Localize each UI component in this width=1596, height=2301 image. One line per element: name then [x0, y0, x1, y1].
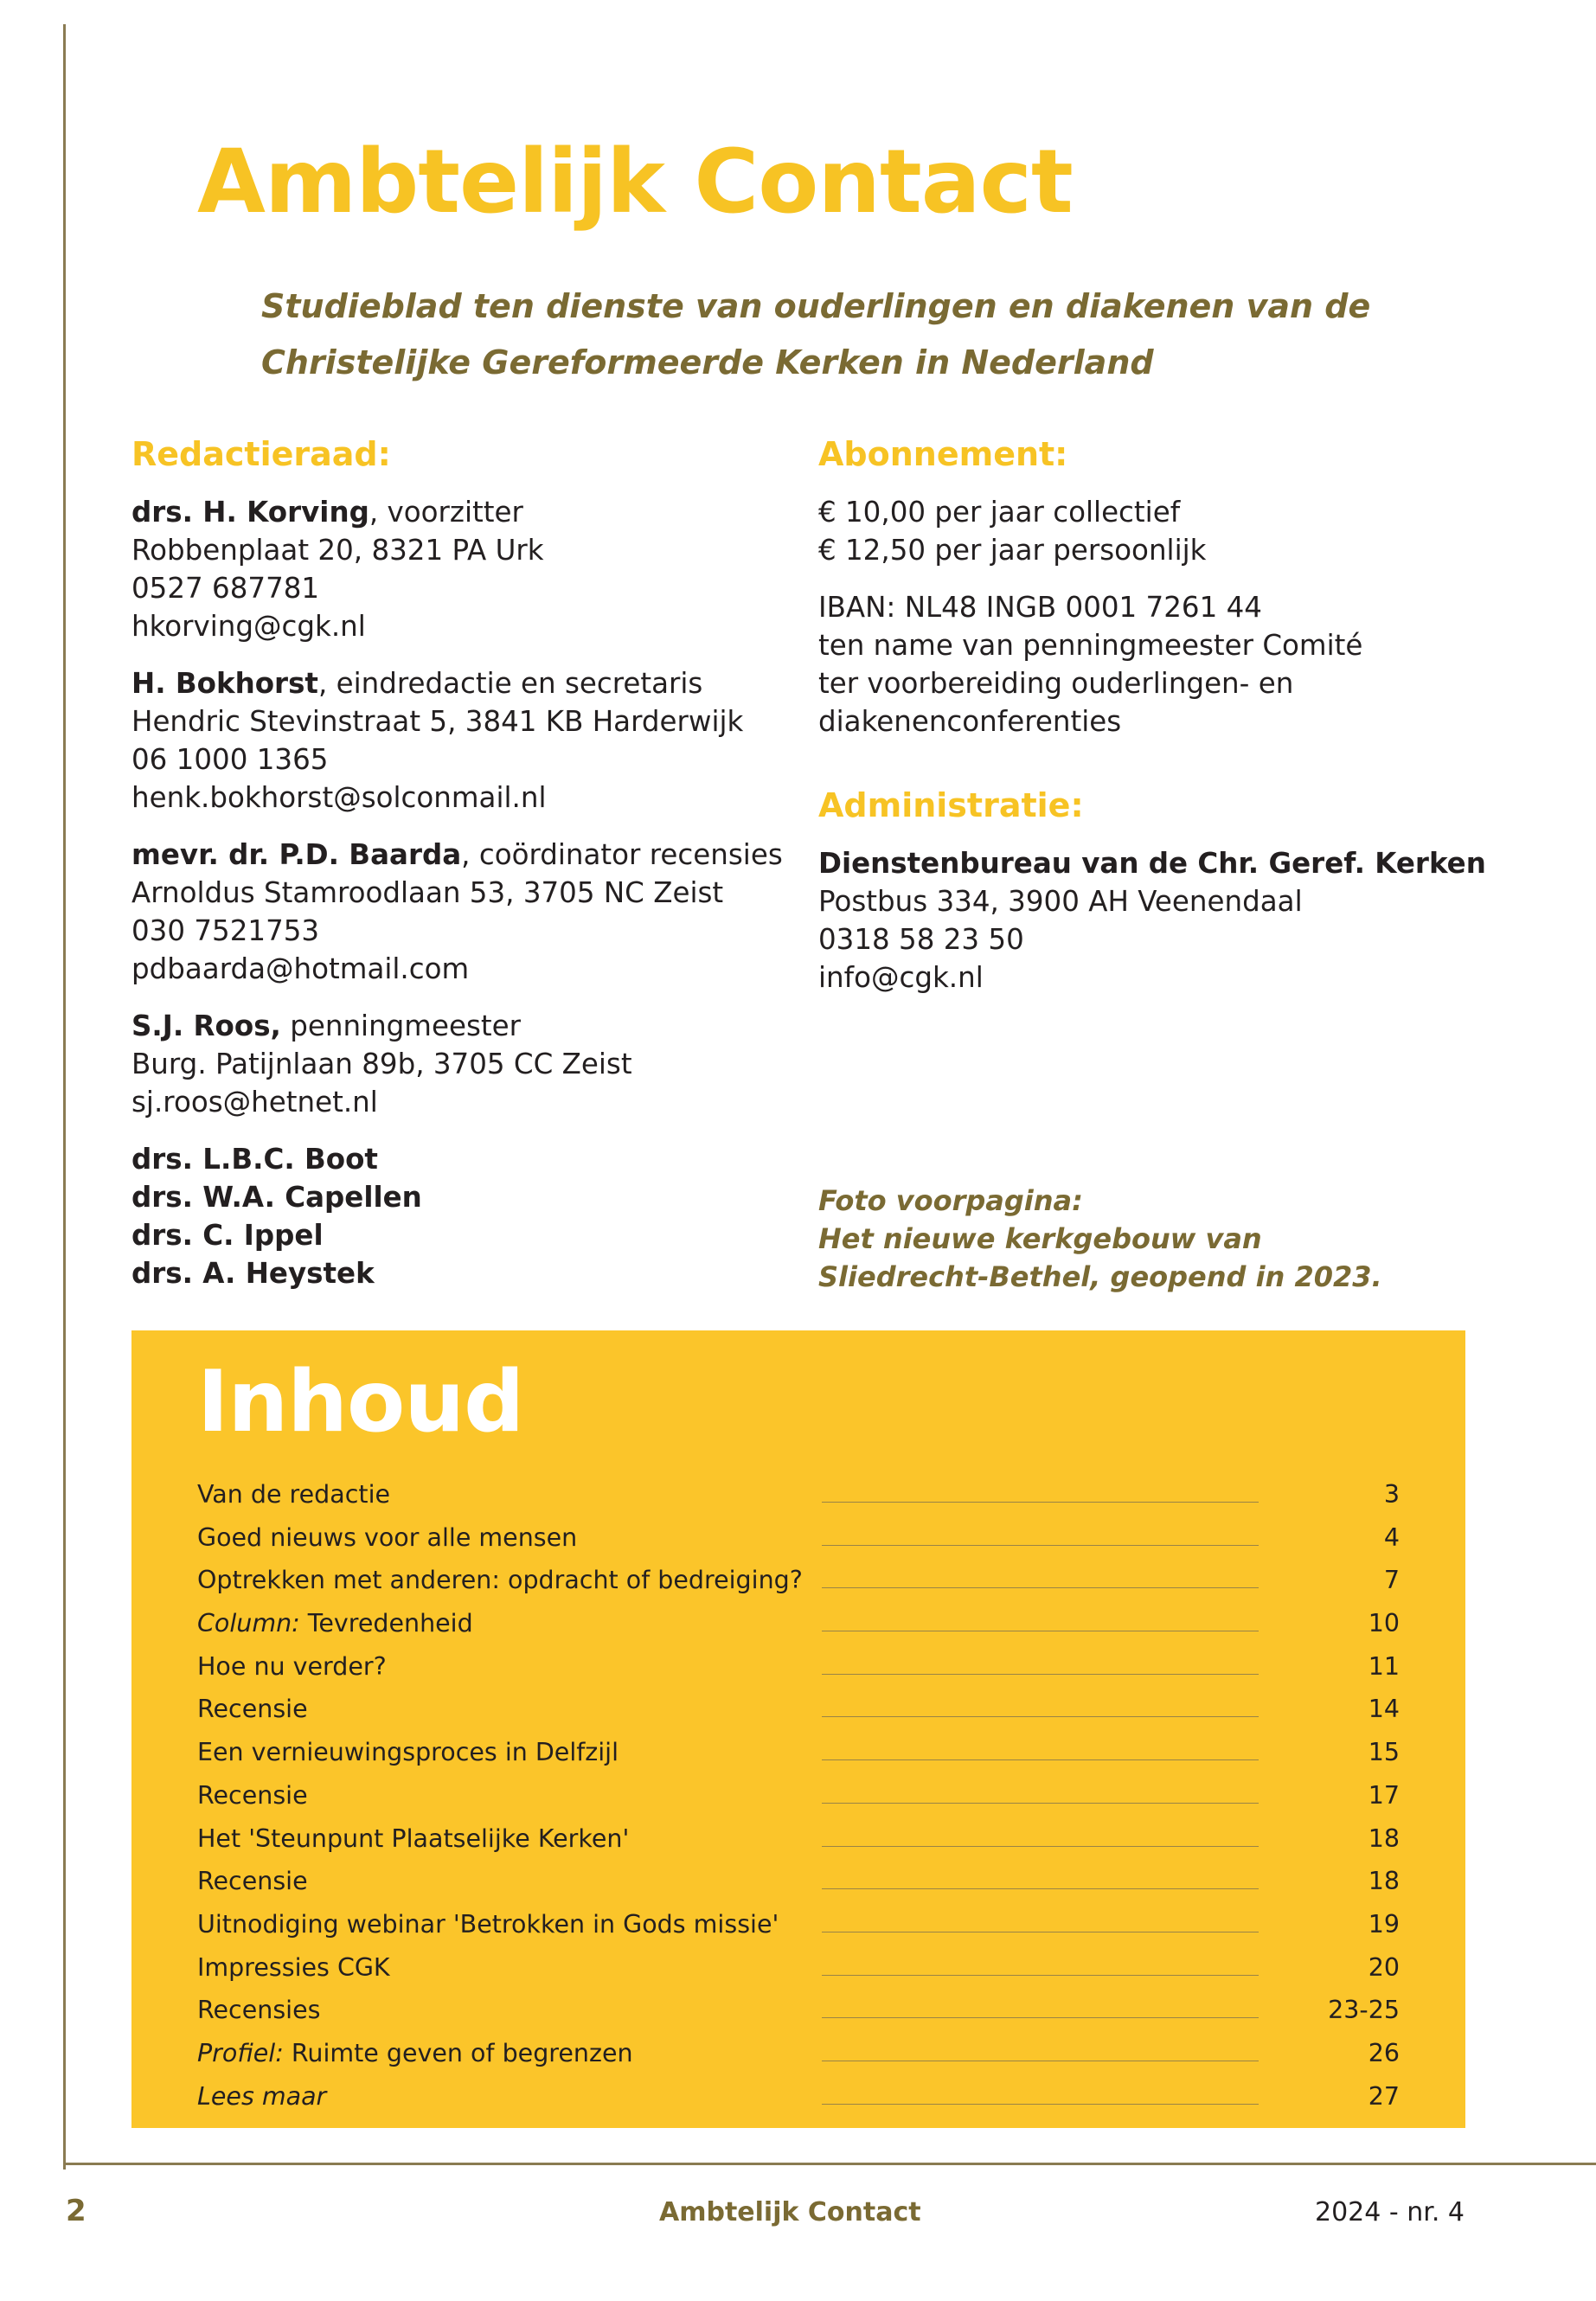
toc-title: Inhoud [197, 1353, 524, 1452]
bank-info [818, 588, 1510, 740]
member-role: , coördinator recensies [461, 838, 783, 871]
abonnement-section [818, 433, 1510, 1016]
member-phone: 06 1000 1365 [131, 743, 329, 776]
left-margin-rule [63, 24, 66, 2170]
toc-item-title [197, 1608, 473, 1639]
toc-item-prefix: Lees maar [197, 2081, 327, 2111]
toc-leader-line [822, 1759, 1259, 1760]
member-email[interactable]: sj.roos@hetnet.nl [131, 1086, 378, 1118]
subtitle [261, 279, 1386, 391]
toc-item[interactable] [197, 1565, 1400, 1608]
toc-item[interactable] [197, 1952, 1400, 1996]
administratie-email[interactable]: info@cgk.nl [818, 961, 984, 994]
toc-item[interactable] [197, 1694, 1400, 1737]
toc-item-title [197, 1780, 308, 1811]
toc-item-title [197, 1522, 577, 1554]
caption-line: Sliedrecht-Bethel, geopend in 2023. [818, 1260, 1382, 1293]
toc-item[interactable] [197, 1909, 1400, 1952]
administratie-name: Dienstenbureau van de Chr. Geref. Kerken [818, 847, 1486, 880]
bank-line: ten name van penningmeester Comité [818, 629, 1363, 662]
toc-leader-line [822, 1502, 1259, 1503]
member-phone: 030 7521753 [131, 914, 320, 947]
toc-item-title [197, 1909, 779, 1940]
board-members-list [131, 1140, 789, 1292]
toc-item-text: Ruimte geven of begrenzen [283, 2038, 633, 2067]
toc-leader-line [822, 2017, 1259, 2018]
toc-page-number: 14 [1368, 1695, 1400, 1724]
page-number: 2 [66, 2194, 87, 2228]
toc-page-number: 23-25 [1328, 1996, 1400, 2025]
member-name: drs. H. Korving [131, 496, 369, 529]
toc-page-number: 27 [1368, 2081, 1400, 2111]
member-email[interactable]: henk.bokhorst@solconmail.nl [131, 781, 547, 814]
toc-page-number: 18 [1368, 1867, 1400, 1896]
toc-item-title [197, 1823, 629, 1855]
member-name: mevr. dr. P.D. Baarda [131, 838, 462, 871]
toc-item[interactable] [197, 1780, 1400, 1823]
toc-item[interactable] [197, 1823, 1400, 1867]
member-entry [131, 493, 789, 645]
member-name: S.J. Roos, [131, 1009, 281, 1042]
toc-leader-line [822, 2104, 1259, 2105]
toc-page-number: 19 [1368, 1909, 1400, 1939]
toc-item[interactable] [197, 2081, 1400, 2125]
toc-item-title [197, 2081, 326, 2112]
administratie-heading: Administratie: [818, 786, 1084, 824]
caption-line: Foto voorpagina: [818, 1184, 1083, 1217]
toc-page-number: 20 [1368, 1952, 1400, 1982]
bank-line: diakenenconferenties [818, 705, 1122, 738]
toc-item-text: Tevredenheid [299, 1609, 473, 1638]
toc-item-title [197, 2038, 633, 2069]
toc-item-title [197, 1479, 390, 1510]
toc-item-title [197, 1995, 320, 2026]
toc-item-text: Optrekken met anderen: opdracht of bedreiging? [197, 1566, 803, 1595]
toc-item[interactable] [197, 1479, 1400, 1522]
caption-line: Het nieuwe kerkgebouw van [818, 1222, 1262, 1255]
toc-item-prefix: Profiel: [197, 2038, 284, 2067]
table-of-contents [131, 1330, 1465, 2128]
member-entry [131, 1007, 789, 1121]
toc-page-number: 10 [1368, 1609, 1400, 1638]
member-email[interactable]: pdbaarda@hotmail.com [131, 952, 470, 985]
subtitle-line: Studieblad ten dienste van ouderlingen en diakenen van de [261, 287, 1371, 325]
board-member: drs. C. Ippel [131, 1219, 324, 1252]
price-line: € 10,00 per jaar collectief [818, 496, 1181, 529]
toc-page-number: 18 [1368, 1823, 1400, 1853]
member-address: Arnoldus Stamroodlaan 53, 3705 NC Zeist [131, 876, 724, 909]
toc-item[interactable] [197, 1737, 1400, 1780]
toc-leader-line [822, 1888, 1259, 1889]
member-phone: 0527 687781 [131, 572, 320, 605]
toc-item-title [197, 1952, 390, 1984]
member-name: H. Bokhorst [131, 667, 318, 700]
toc-leader-line [822, 1803, 1259, 1804]
member-entry [131, 664, 789, 817]
abonnement-heading: Abonnement: [818, 435, 1068, 473]
administratie-address: Postbus 334, 3900 AH Veenendaal [818, 885, 1303, 918]
toc-item-text: Recensie [197, 1780, 308, 1810]
toc-item[interactable] [197, 2038, 1400, 2081]
toc-item-text: Hoe nu verder? [197, 1651, 387, 1681]
toc-item-title [197, 1694, 308, 1725]
toc-leader-line [822, 1846, 1259, 1847]
toc-item-title [197, 1866, 308, 1897]
toc-item[interactable] [197, 1995, 1400, 2038]
cover-photo-caption [818, 1182, 1382, 1296]
toc-item[interactable] [197, 1866, 1400, 1909]
member-role: penningmeester [280, 1009, 521, 1042]
toc-item-text: Impressies CGK [197, 1952, 390, 1982]
subtitle-line: Christelijke Gereformeerde Kerken in Nederland [261, 343, 1154, 381]
board-member: drs. A. Heystek [131, 1257, 375, 1290]
toc-item-title [197, 1737, 619, 1768]
toc-leader-line [822, 1716, 1259, 1717]
redactieraad-section [131, 433, 789, 1292]
footer-publication: Ambtelijk Contact [659, 2197, 921, 2227]
toc-item-text: Goed nieuws voor alle mensen [197, 1522, 578, 1552]
member-address: Burg. Patijnlaan 89b, 3705 CC Zeist [131, 1048, 632, 1080]
toc-leader-line [822, 1674, 1259, 1675]
toc-item-prefix: Column: [197, 1609, 300, 1638]
toc-item[interactable] [197, 1608, 1400, 1651]
toc-item-text: Recensie [197, 1867, 308, 1896]
footer-issue: 2024 - nr. 4 [1315, 2197, 1465, 2227]
bank-line: ter voorbereiding ouderlingen- en [818, 667, 1294, 700]
toc-leader-line [822, 1545, 1259, 1546]
price-line: € 12,50 per jaar persoonlijk [818, 534, 1207, 567]
redactieraad-heading: Redactieraad: [131, 435, 391, 473]
toc-item-text: Uitnodiging webinar 'Betrokken in Gods missie' [197, 1909, 779, 1939]
toc-item-text: Recensie [197, 1695, 308, 1724]
toc-page-number: 4 [1383, 1522, 1400, 1552]
member-address: Robbenplaat 20, 8321 PA Urk [131, 534, 544, 567]
bank-line: IBAN: NL48 INGB 0001 7261 44 [818, 591, 1262, 624]
toc-leader-line [822, 1975, 1259, 1976]
toc-page-number: 17 [1368, 1780, 1400, 1810]
toc-item-text: Het 'Steunpunt Plaatselijke Kerken' [197, 1823, 630, 1853]
toc-page-number: 3 [1383, 1480, 1400, 1509]
member-address: Hendric Stevinstraat 5, 3841 KB Harderwijk [131, 705, 744, 738]
toc-item-text: Een vernieuwingsproces in Delfzijl [197, 1738, 619, 1767]
toc-page-number: 15 [1368, 1738, 1400, 1767]
administratie-info [818, 844, 1510, 997]
toc-item[interactable] [197, 1651, 1400, 1695]
toc-item-text: Van de redactie [197, 1480, 391, 1509]
toc-item-title [197, 1565, 803, 1596]
toc-item[interactable] [197, 1522, 1400, 1566]
member-entry [131, 836, 789, 988]
page-title: Ambtelijk Contact [197, 131, 1073, 234]
member-role: , voorzitter [369, 496, 523, 529]
member-role: , eindredactie en secretaris [317, 667, 703, 700]
toc-page-number: 26 [1368, 2038, 1400, 2067]
board-member: drs. W.A. Capellen [131, 1181, 422, 1214]
toc-item-text: Recensies [197, 1996, 321, 2025]
member-email[interactable]: hkorving@cgk.nl [131, 610, 366, 643]
bottom-rule [63, 2163, 1596, 2165]
toc-page-number: 7 [1383, 1566, 1400, 1595]
toc-list [197, 1479, 1400, 2124]
toc-item-title [197, 1651, 387, 1682]
board-member: drs. L.B.C. Boot [131, 1143, 378, 1176]
price-list [818, 493, 1510, 569]
toc-leader-line [822, 1587, 1259, 1588]
administratie-phone: 0318 58 23 50 [818, 923, 1024, 956]
toc-page-number: 11 [1368, 1651, 1400, 1681]
